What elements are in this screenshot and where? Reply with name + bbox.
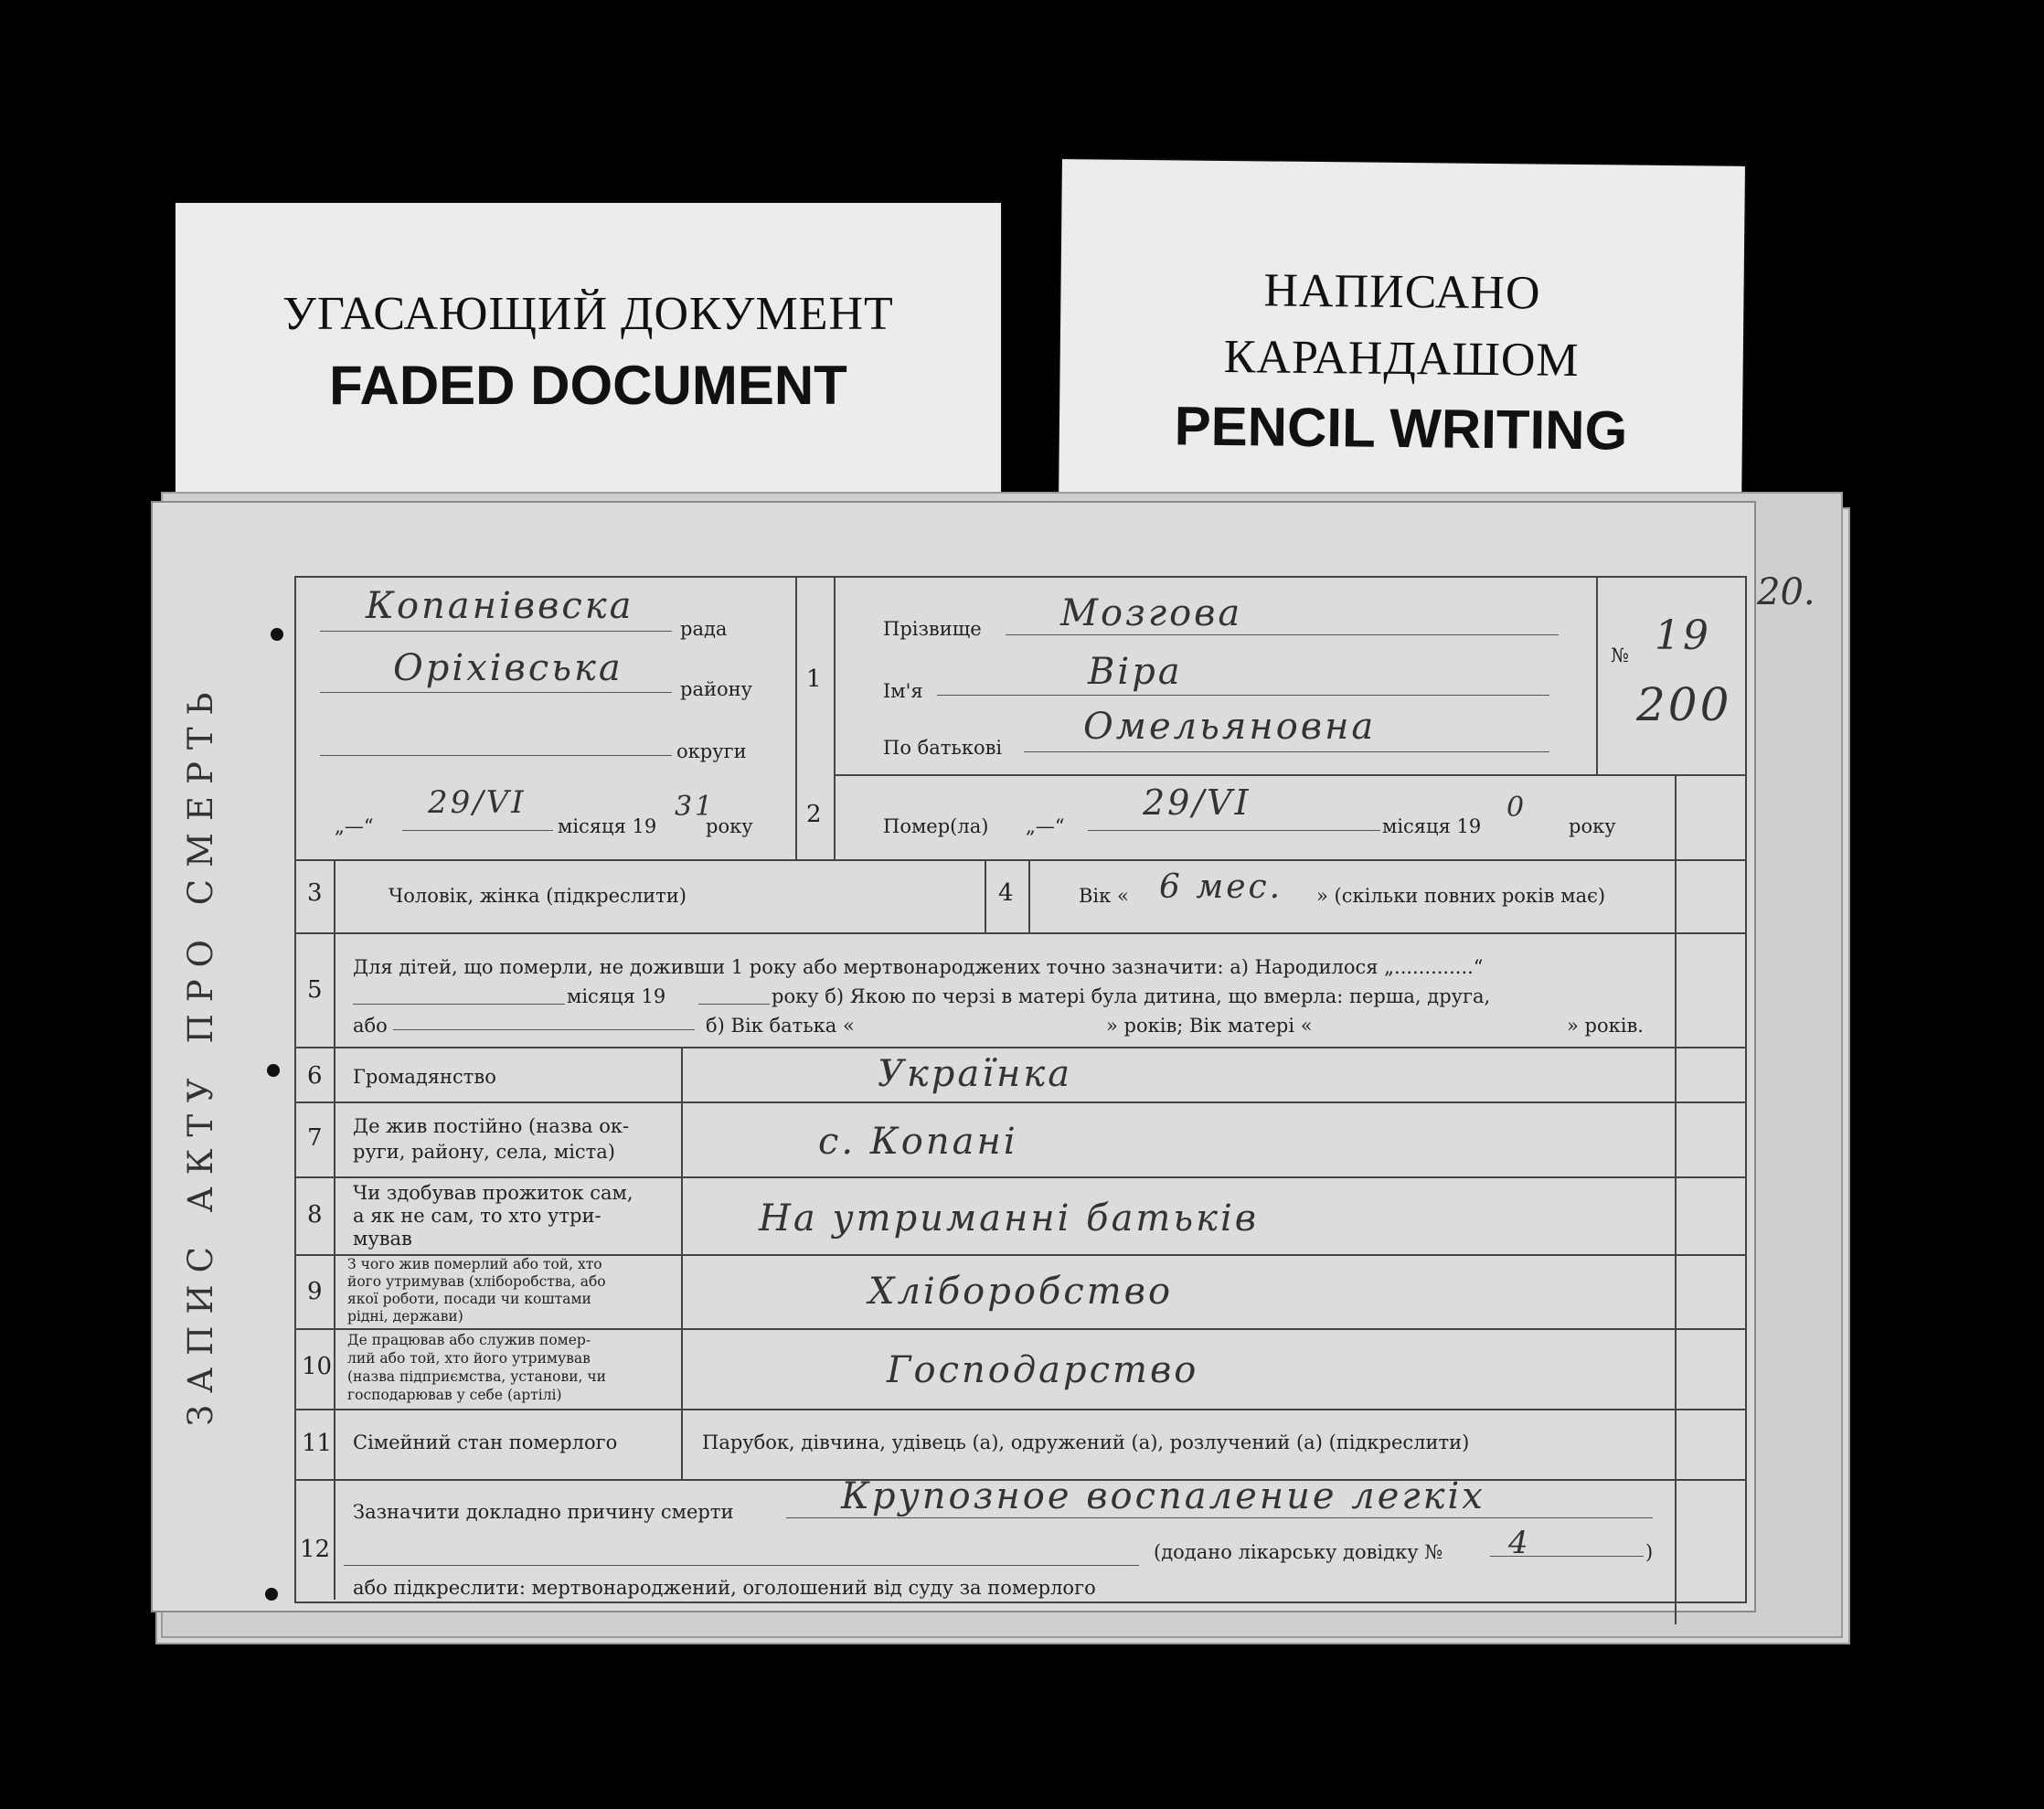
- separator: [294, 1409, 1745, 1410]
- pencil-writing-card: [1059, 159, 1745, 512]
- separator: [294, 932, 1745, 934]
- faded-document-card: [176, 203, 1001, 512]
- header-roku-label: року: [706, 815, 753, 837]
- row5-line3-b: б) Вік батька «: [706, 1015, 855, 1037]
- binding-hole: [271, 628, 283, 641]
- workplace-value: Господарство: [887, 1349, 1199, 1391]
- row-number: 12: [300, 1536, 331, 1563]
- separator: [1596, 576, 1598, 774]
- separator: [795, 576, 797, 859]
- row5-line3-c: » років; Вік матері «: [1106, 1015, 1313, 1037]
- fill-line: [937, 695, 1549, 696]
- separator: [985, 859, 986, 932]
- sex-label: Чоловік, жінка (підкреслити): [389, 885, 687, 907]
- cause-bottom-note: або підкреслити: мертвонароджений, оголошений від суду за померлого: [353, 1577, 1096, 1599]
- row5-line3-a: або: [353, 1015, 388, 1037]
- rada-value: Копаніввска: [366, 585, 634, 627]
- raion-value: Оріхівська: [393, 647, 623, 689]
- rada-label: рада: [680, 618, 728, 640]
- income-source-label-3: якої роботи, посади чи коштами: [347, 1291, 591, 1307]
- fill-line: [1024, 751, 1549, 752]
- livelihood-label-2: а як не сам, то хто утри-: [353, 1205, 601, 1227]
- fill-line: [320, 755, 672, 756]
- workplace-label-2: лий або той, хто його утримував: [347, 1350, 591, 1367]
- workplace-label-4: господарював у себе (артілі): [347, 1387, 562, 1403]
- cause-note-start: (додано лікарську довідку №: [1154, 1541, 1443, 1563]
- faded-label-en: FADED DOCUMENT: [329, 355, 847, 416]
- patronymic-value: Омельяновна: [1083, 706, 1377, 748]
- pencil-label-ru-1: НАПИСАНО: [1263, 264, 1541, 320]
- died-quote: „—“: [1026, 815, 1065, 837]
- separator: [334, 859, 335, 932]
- separator: [294, 1176, 1745, 1178]
- header-date-value: 29/VI: [428, 784, 527, 821]
- row-number: 8: [307, 1201, 323, 1229]
- income-source-value: Хліборобство: [868, 1271, 1174, 1313]
- residence-value: с. Копані: [818, 1121, 1018, 1163]
- livelihood-value: На утриманні батьків: [759, 1197, 1260, 1240]
- died-year-digit: 0: [1506, 792, 1528, 824]
- name-value: Віра: [1088, 651, 1183, 693]
- vertical-title: ЗАПИС АКТУ ПРО СМЕРТЬ: [181, 680, 220, 1426]
- livelihood-label-3: мував: [353, 1228, 412, 1250]
- surname-value: Мозгова: [1060, 592, 1243, 634]
- fill-line: [393, 1029, 695, 1030]
- died-roku-label: року: [1569, 815, 1616, 837]
- fill-line: [1006, 634, 1559, 635]
- workplace-label-1: Де працював або служив помер-: [347, 1332, 591, 1348]
- corner-note: 20.: [1757, 571, 1815, 613]
- row5-line2-b: року б) Якою по черзі в матері була дитина, що вмерла: перша, друга,: [772, 985, 1491, 1007]
- died-month-label: місяця 19: [1382, 815, 1482, 837]
- separator: [1675, 774, 1677, 1624]
- died-label: Помер(ла): [883, 815, 989, 837]
- number-box-top: 19: [1655, 612, 1711, 659]
- separator: [681, 1409, 683, 1479]
- workplace-label-3: (назва підприємства, установи, чи: [347, 1368, 606, 1385]
- fill-line: [320, 692, 672, 693]
- header-month-label: місяця 19: [558, 815, 657, 837]
- fill-line: [344, 1565, 1139, 1566]
- surname-label: Прізвище: [883, 618, 982, 640]
- name-label: Ім'я: [883, 680, 923, 702]
- pencil-label-ru-2: КАРАНДАШОМ: [1223, 330, 1580, 388]
- separator: [294, 859, 1745, 861]
- pencil-label-en: PENCIL WRITING: [1174, 395, 1628, 462]
- marital-label: Сімейний стан померлого: [353, 1431, 618, 1453]
- separator: [294, 1047, 1745, 1048]
- row-number: 3: [307, 879, 323, 907]
- row-number: 1: [806, 665, 822, 693]
- citizenship-value: Українка: [878, 1053, 1073, 1095]
- row5-line1: Для дітей, що померли, не доживши 1 року або мертвонароджених точно зазначити: а) Народилося „.............“: [353, 956, 1484, 978]
- income-source-label-1: З чого жив померлий або той, хто: [347, 1256, 602, 1272]
- citizenship-label: Громадянство: [353, 1066, 496, 1088]
- separator: [334, 932, 335, 1600]
- number-box-label: №: [1611, 644, 1629, 666]
- fill-line: [353, 1004, 565, 1005]
- row-number: 7: [307, 1124, 323, 1152]
- row-number: 9: [307, 1278, 323, 1305]
- row-number: 10: [302, 1353, 333, 1380]
- separator: [681, 1047, 683, 1409]
- age-label-end: » (скільки повних років має): [1316, 885, 1606, 907]
- row-number: 2: [806, 801, 822, 828]
- age-label-start: Вік «: [1079, 885, 1129, 907]
- residence-label-2: руги, району, села, міста): [353, 1141, 615, 1163]
- header-year-digit: 31: [675, 791, 716, 823]
- died-date-value: 29/VI: [1143, 782, 1251, 823]
- livelihood-label-1: Чи здобував прожиток сам,: [353, 1182, 633, 1204]
- binding-hole: [265, 1588, 278, 1601]
- row-number: 11: [302, 1430, 333, 1457]
- fill-line: [786, 1517, 1653, 1518]
- residence-label-1: Де жив постійно (назва ок-: [353, 1115, 630, 1137]
- row5-line2-a: місяця 19: [567, 985, 666, 1007]
- cause-note-end: ): [1645, 1541, 1654, 1563]
- number-box-bottom: 200: [1636, 678, 1732, 731]
- cause-label: Зазначити докладно причину смерти: [353, 1501, 734, 1523]
- raion-label: району: [680, 678, 752, 700]
- fill-line: [320, 631, 672, 632]
- age-value: 6 мес.: [1159, 868, 1283, 906]
- binding-hole: [267, 1064, 280, 1077]
- fill-line: [698, 1004, 770, 1005]
- separator: [1028, 859, 1030, 932]
- separator: [834, 576, 836, 859]
- row-number: 5: [307, 976, 323, 1004]
- row-number: 4: [998, 879, 1014, 907]
- cause-note-num: 4: [1508, 1525, 1531, 1561]
- fill-line: [402, 830, 553, 831]
- row-number: 6: [307, 1062, 323, 1090]
- separator: [294, 1328, 1745, 1330]
- separator: [834, 774, 1745, 776]
- faded-label-ru: УГАСАЮЩИЙ ДОКУМЕНТ: [282, 288, 894, 340]
- patronymic-label: По батькові: [883, 737, 1003, 759]
- row5-line3-d: » років.: [1567, 1015, 1644, 1037]
- marital-options: Парубок, дівчина, удівець (а), одружений (а), розлучений (а) (підкреслити): [702, 1431, 1470, 1453]
- income-source-label-2: його утримував (хліборобства, або: [347, 1273, 606, 1290]
- header-date-prefix: „—“: [335, 815, 374, 837]
- okruha-label: округи: [676, 740, 747, 762]
- separator: [294, 1101, 1745, 1103]
- fill-line: [1088, 830, 1380, 831]
- income-source-label-4: рідні, держави): [347, 1308, 463, 1325]
- cause-value: Крупозное воспаление легкіх: [841, 1475, 1485, 1517]
